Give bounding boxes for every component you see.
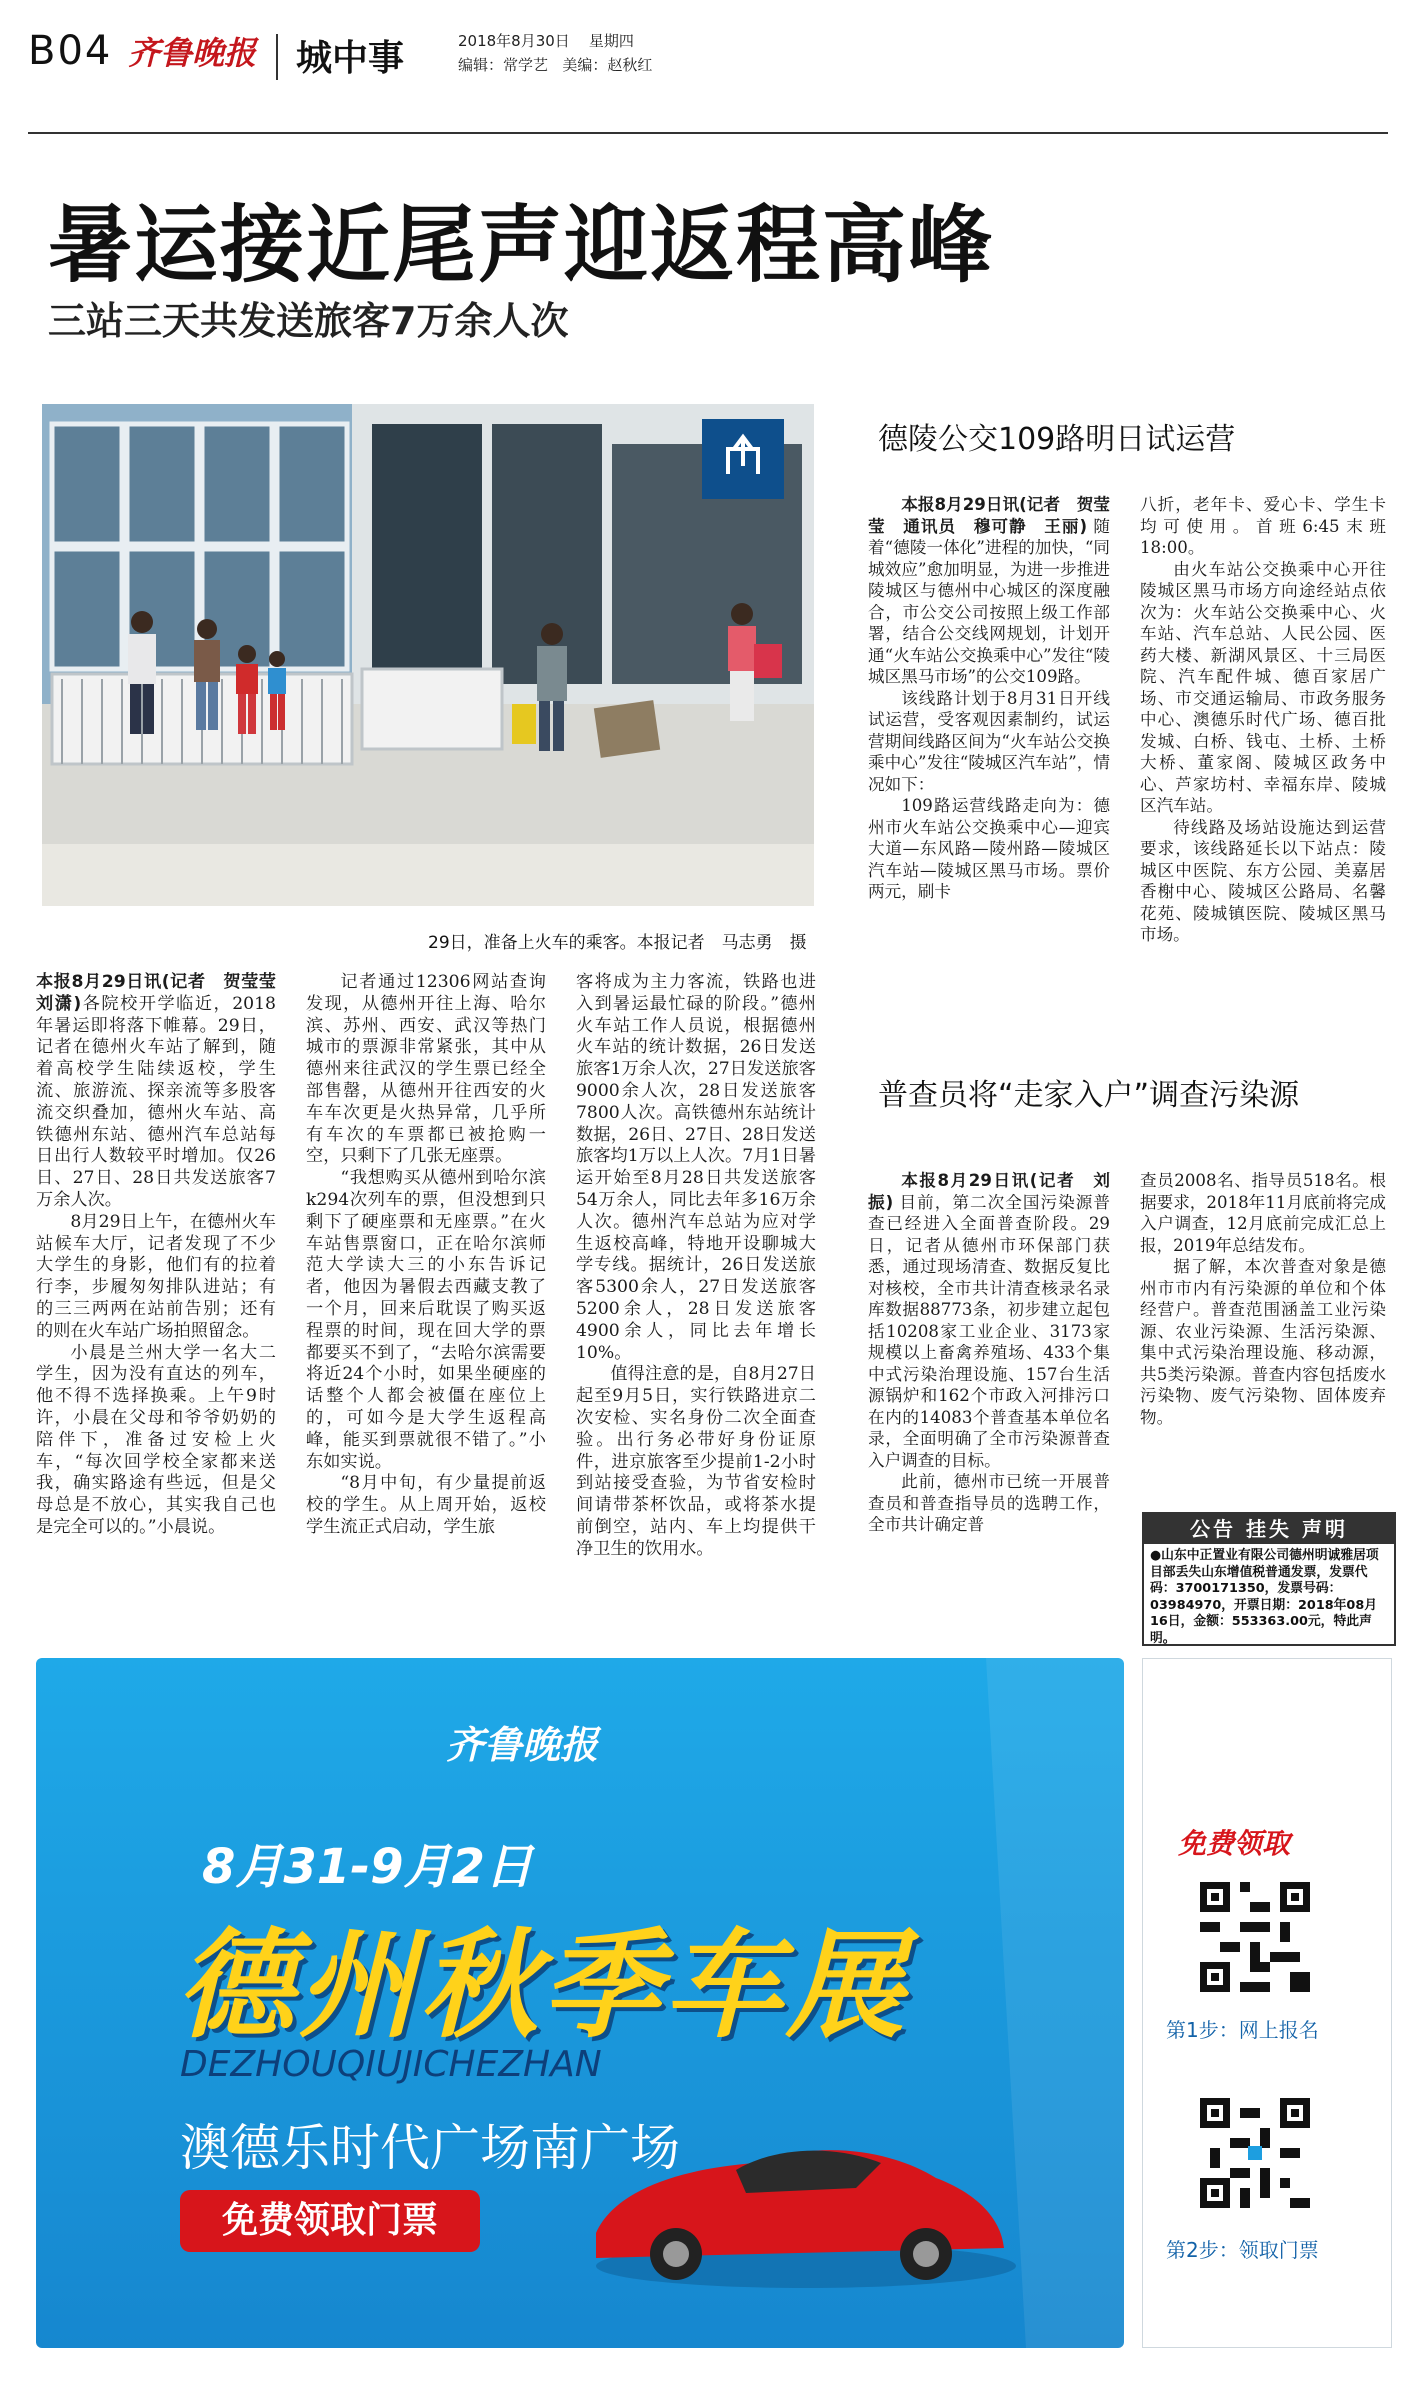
page-header <box>28 28 1388 98</box>
article1-column-1 <box>36 972 294 1539</box>
article3-paragraph: 据了解，本次普查对象是德州市市内有污染源的单位和个体经营户。普查范围涵盖工业污染源、农业污染源、生活污染源、集中式污染治理设施、移动源，共5类污染源。普查内容包括废水污染物、废气污染物、固体废弃物。 <box>1140 1257 1386 1427</box>
article1-paragraph: 客将成为主力客流，铁路也进入到暑运最忙碌的阶段。”德州火车站工作人员说，根据德州火车站的统计数据，26日发送旅客1万余人次，27日发送旅客9000余人次，28日发送旅客7800人次。高铁德州东站统计数据，26日、27日、28日发送旅客均1万以上人次。7月1日暑运开始至8月28日共发送旅客54万余人，同比去年多16万余人次。德州汽车总站为应对学生返校高峰，特地开设聊城大学专线。据统计，26日发送旅客5300余人，27日发送旅客5200余人，28日发送旅客4900余人，同比去年增长10%。 <box>576 972 816 1363</box>
editor-credits <box>458 54 652 75</box>
editor-text: 编辑：常学艺 <box>458 56 549 74</box>
photo-caption: 29日，准备上火车的乘客。本报记者 马志勇 摄 <box>428 933 807 953</box>
ad-registration-panel <box>1142 1658 1392 2348</box>
article2-paragraph: 八折，老年卡、爱心卡、学生卡均可使用。首班6:45末班18:00。 <box>1140 495 1386 557</box>
issue-date <box>458 30 634 51</box>
sub-headline: 三站三天共发送旅客7万余人次 <box>48 299 569 343</box>
article2-lead: 本报8月29日讯(记者 贺莹莹 通讯员 穆可静 王丽) <box>868 495 1110 536</box>
designer-text: 美编：赵秋红 <box>562 56 653 74</box>
article2-paragraph: 待线路及场站设施达到运营要求，该线路延长以下站点：陵城区中医院、东方公园、美嘉居香榭中心、陵城区公路局、名馨花苑、陵城镇医院、陵城区黑马市场。 <box>1140 817 1386 944</box>
article1-paragraph: “8月中旬，有少量提前返校的学生。从上周开始，返校学生流正式启动，学生旅 <box>306 1473 546 1537</box>
article1-paragraph: 记者通过12306网站查询发现，从德州开往上海、哈尔滨、苏州、西安、武汉等热门城市的票源非常紧张，其中从德州来往武汉的学生票已经全部售罄，从德州开往西安的火车车次更是火热异常，几乎所有车次的车票都已被抢购一空，只剩下了几张无座票。 <box>306 972 546 1167</box>
article3-paragraph: 查员2008名、指导员518名。根据要求，2018年11月底前将完成入户调查，12月底前完成汇总上报，2019年总结发布。 <box>1140 1171 1386 1255</box>
header-rule <box>28 132 1388 134</box>
article1-column-2 <box>306 972 546 1539</box>
article3-column-1 <box>868 1170 1110 1536</box>
article1-paragraph: 小晨是兰州大学一名大二学生，因为没有直达的列车，他不得不选择换乘。上午9时许，小晨在父母和爷爷奶奶的陪伴下，准备过安检上火车，“每次回学校全家都来送我，确实路途有些远，但是父母总是不放心，其实我自己也是完全可以的。”小晨说。 <box>36 1342 276 1537</box>
ad-logo: 齐鲁晚报 <box>446 1722 599 1767</box>
newspaper-logo: 齐鲁晚报 <box>128 34 257 72</box>
article1-paragraph: 值得注意的是，自8月27日起至9月5日，实行铁路进京二次安检、实名身份二次全面查验。出行务必带好身份证原件，进京旅客至少提前1-2小时到站接受查验，为节省安检时间请带茶杯饮品，或将茶水提前倒空，站内、车上均提供干净卫生的饮用水。 <box>576 1364 816 1559</box>
article3-title: 普查员将“走家入户”调查污染源 <box>878 1078 1300 1113</box>
article2-paragraph: 由火车站公交换乘中心开往陵城区黑马市场方向途经站点依次为：火车站公交换乘中心、火车站、汽车总站、人民公园、医药大楼、新湖风景区、十三局医院、汽车配件城、德百家居广场、市交通运输局、市政务服务中心、澳德乐时代广场、德百批发城、白桥、钱屯、土桥、土桥大桥、董家阁、陵城区政务中心、芦家坊村、幸福东岸、陵城区汽车站。 <box>1140 559 1386 815</box>
main-headline: 暑运接近尾声迎返程高峰 <box>48 196 995 294</box>
notice-body: ●山东中正置业有限公司德州明诚雅居项目部丢失山东增值税普通发票，发票代码：3700171350，发票号码：03984970，开票日期：2018年08月16日，金额：553363.00元，特此声明。 <box>1150 1548 1379 1646</box>
article2-column-2 <box>1140 494 1386 946</box>
article2-paragraph: 随着“德陵一体化”进程的加快，“同城效应”愈加明显，为进一步推进陵城区与德州中心城区的深度融合，市公交公司按照上级工作部署，结合公交线网规划，计划开通“火车站公交换乘中心”发往“陵城区黑马市场”的公交109路。 <box>868 516 1110 686</box>
classified-notice-box <box>1142 1512 1396 1646</box>
free-claim-title: 免费领取 <box>1178 1827 1291 1860</box>
ad-pinyin: DEZHOUQIUJICHEZHAN <box>180 2044 602 2085</box>
article1-lead: 本报8月29日讯(记者 贺莹莹 刘潇) <box>36 972 294 1014</box>
date-text: 2018年8月30日 <box>458 32 570 50</box>
article1-paragraph: “我想购买从德州到哈尔滨k294次列车的票，但没想到只剩下了硬座票和无座票。”在火车站售票窗口，正在哈尔滨师范大学读大三的小东告诉记者，他因为暑假去西藏支教了一个月，回来后耽误了购买返程票的时间，现在回大学的票都要买不到了，“去哈尔滨需要将近24个小时，如果坐硬座的话整个人都会被僵在座位上的，可如今是大学生返程高峰，能买到票就很不错了。”小东如实说。 <box>306 1168 546 1472</box>
article3-paragraph: 此前，德州市已统一开展普查员和普查指导员的选聘工作，全市共计确定普 <box>868 1472 1110 1534</box>
article1-paragraph: 各院校开学临近，2018年暑运即将落下帷幕。29日，记者在德州火车站了解到，随着高校学生陆续返校，学生流、旅游流、探亲流等多股客流交织叠加，德州火车站、高铁德州东站、德州汽车总站每日出行人数较平时增加。仅26日、27日、28日共发送旅客7万余人次。 <box>36 993 276 1210</box>
qr-code-icon[interactable] <box>1200 1882 1310 1992</box>
qr-code-icon[interactable] <box>1200 2098 1310 2208</box>
step1-label: 第1步：网上报名 <box>1166 2018 1319 2042</box>
weekday-text: 星期四 <box>588 32 634 50</box>
ad-dates: 8月31-9月2日 <box>202 1839 533 1895</box>
article2-paragraph: 109路运营线路走向为：德州市火车站公交换乘中心—迎宾大道—东风路—陵州路—陵城区汽车站—陵城区黑马市场。票价两元，刷卡 <box>868 796 1110 901</box>
step2-label: 第2步：领取门票 <box>1166 2238 1319 2262</box>
news-photo <box>42 404 814 906</box>
page-number: B04 <box>28 28 113 74</box>
article2-title: 德陵公交109路明日试运营 <box>878 422 1236 457</box>
article1-paragraph: 8月29日上午，在德州火车站候车大厅，记者发现了不少大学生的身影，他们有的拉着行李，步履匆匆排队进站；有的三三两两在站前告别；还有的则在火车站广场拍照留念。 <box>36 1211 276 1341</box>
article2-column-1 <box>868 494 1110 903</box>
ad-venue: 澳德乐时代广场南广场 <box>180 2119 680 2177</box>
section-name: 城中事 <box>296 38 405 79</box>
article3-column-2 <box>1140 1170 1386 1428</box>
notice-title: 公告 挂失 声明 <box>1144 1514 1394 1544</box>
article2-paragraph: 该线路计划于8月31日开线试运营，受客观因素制约，试运营期间线路区间为“火车站公交换乘中心”发往“陵城区汽车站”，情况如下： <box>868 688 1110 794</box>
header-divider <box>276 34 278 80</box>
ad-title: 德州秋季车展 <box>176 1916 909 2054</box>
article3-lead: 本报8月29日讯(记者 刘振) <box>868 1171 1110 1212</box>
free-ticket-button[interactable]: 免费领取门票 <box>180 2190 480 2252</box>
article3-paragraph: 目前，第二次全国污染源普查已经进入全面普查阶段。29日，记者从德州市环保部门获悉，通过现场清查、数据反复比对核校，全市共计清查核录名录库数据88773条，初步建立起包括10208家工业企业、3173家规模以上畜禽养殖场、433个集中式污染治理设施、157台生活源锅炉和162个市政入河排污口在内的14083个普查基本单位名录，全面明确了全市污染源普查入户调查的目标。 <box>868 1192 1110 1470</box>
article1-column-3 <box>576 972 816 1561</box>
car-show-advertisement <box>36 1658 1124 2348</box>
